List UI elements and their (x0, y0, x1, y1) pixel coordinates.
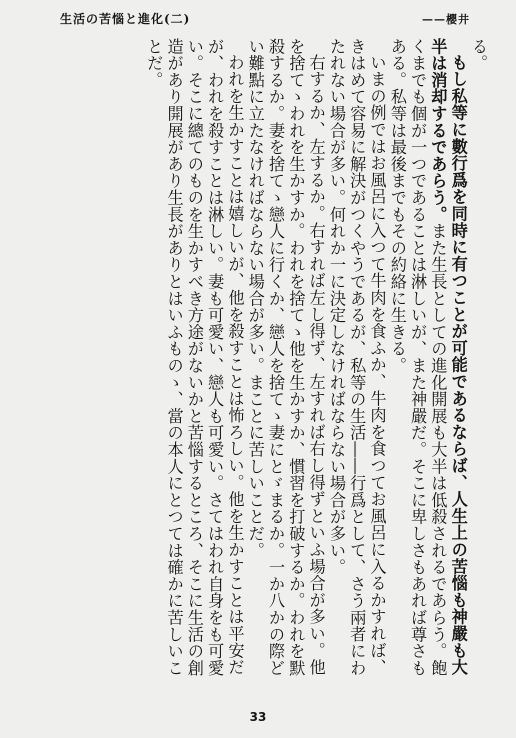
running-head-title: 生活の苦惱と進化(二) (60, 12, 191, 26)
paragraph-5 (143, 38, 244, 688)
paragraph-1 (468, 38, 488, 688)
running-head-author: ——櫻井 (422, 12, 470, 26)
paragraph-3-text: いまの例ではお風呂に入つて牛肉を食ふか、牛肉を食つてお風呂に入るかすれば、きはめて容易に解決がつくやうであるが、私等の生活――行爲として、さう兩者にわたれない場合が多い。何れか一に決定しなければならない場合が多い。 (326, 38, 387, 677)
paragraph-4 (244, 38, 325, 688)
page-number: 33 (249, 710, 267, 724)
paragraph-2-rest: また生長としての進化開展も大半は低殺されるであらう。飽くまでも個が一つであることは淋しいが、また神嚴だ。そこに卑しさもあれば尊さもある。私等は最後までもその約絡に生きる。 (387, 38, 448, 677)
paragraph-3 (326, 38, 387, 688)
paragraph-4-text: 右するか、左するか。右すれば左し得ず、左すれば右し得ずといふ場合が多い。他を捨てゝわれを生かすか。われを捨てゝ他を生かすか、慣習を打破するか。われを默殺するか。妻を捨てゝ戀人に行くか、戀人を捨てゝ妻にとゞまるか。一か八かの際どい難點に立たなければならない場合が多い。まことに苦しいことだ。 (245, 38, 326, 677)
paragraph-2 (387, 38, 468, 688)
running-head (60, 10, 470, 27)
paragraph-continuation: る。 (469, 38, 488, 72)
vertical-body-text (18, 38, 488, 688)
paragraph-5-text: われを生かすことは嬉しいが、他を殺すことは怖ろしい。他を生かすことは平安だが、われを殺すことは淋しい。妻も可愛い、戀人も可愛い。さてはわれ自身をも可愛い。そこに總てのものを生かすべき方途がないかと苦惱するところ、そこに生活の創造があり開展があり生長がありとはいふものゝ、當の本人にとつては確かに苦しいことだ。 (144, 38, 245, 677)
emphasized-sentence: もし私等に數行爲を同時に有つことが可能であるならば、人生上の苦惱も神嚴も大半は消却するであらう。 (428, 38, 468, 676)
